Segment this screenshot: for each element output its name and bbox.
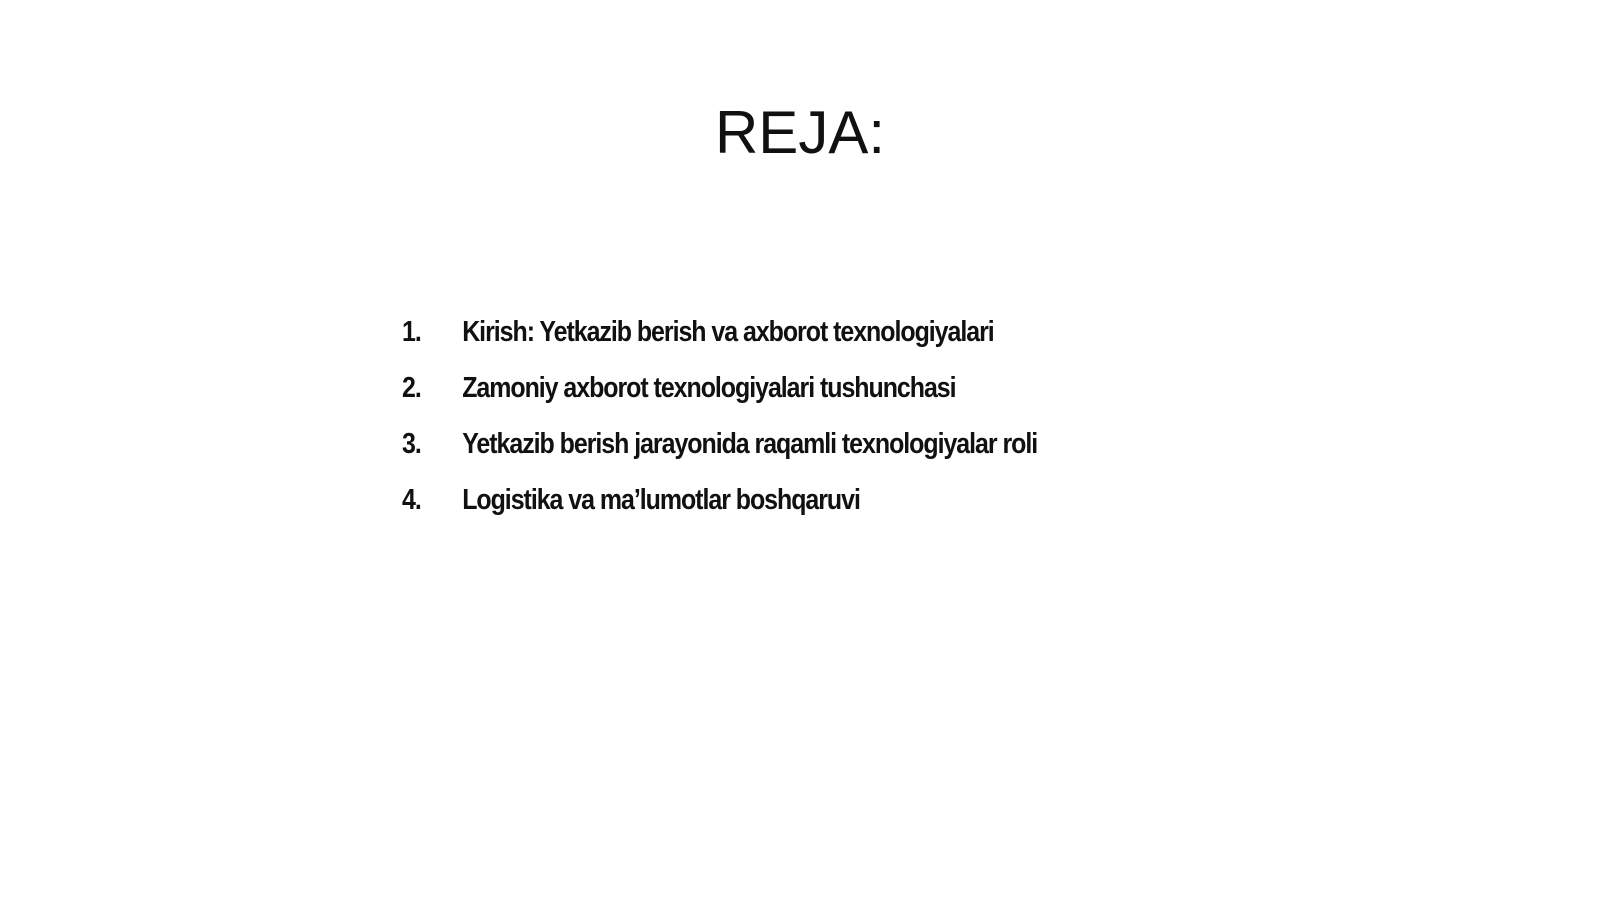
agenda-item-text: Logistika va ma’lumotlar boshqaruvi bbox=[462, 484, 860, 516]
agenda-item-number: 3. bbox=[402, 428, 421, 460]
agenda-item-text: Kirish: Yetkazib berish va axborot texnologiyalari bbox=[462, 316, 994, 348]
agenda-item bbox=[402, 484, 1176, 540]
agenda-item-number: 2. bbox=[402, 372, 421, 404]
agenda-item bbox=[402, 372, 1176, 428]
agenda-item-number: 1. bbox=[402, 316, 421, 348]
slide-title: REJA: bbox=[714, 99, 886, 166]
agenda-item-text: Yetkazib berish jarayonida raqamli texnologiyalar roli bbox=[462, 428, 1038, 460]
agenda-item-number: 4. bbox=[402, 484, 421, 516]
agenda-item bbox=[402, 428, 1176, 484]
agenda-item bbox=[402, 316, 1176, 372]
agenda-item-text: Zamoniy axborot texnologiyalari tushunchasi bbox=[462, 372, 956, 404]
agenda-list bbox=[402, 316, 1302, 540]
